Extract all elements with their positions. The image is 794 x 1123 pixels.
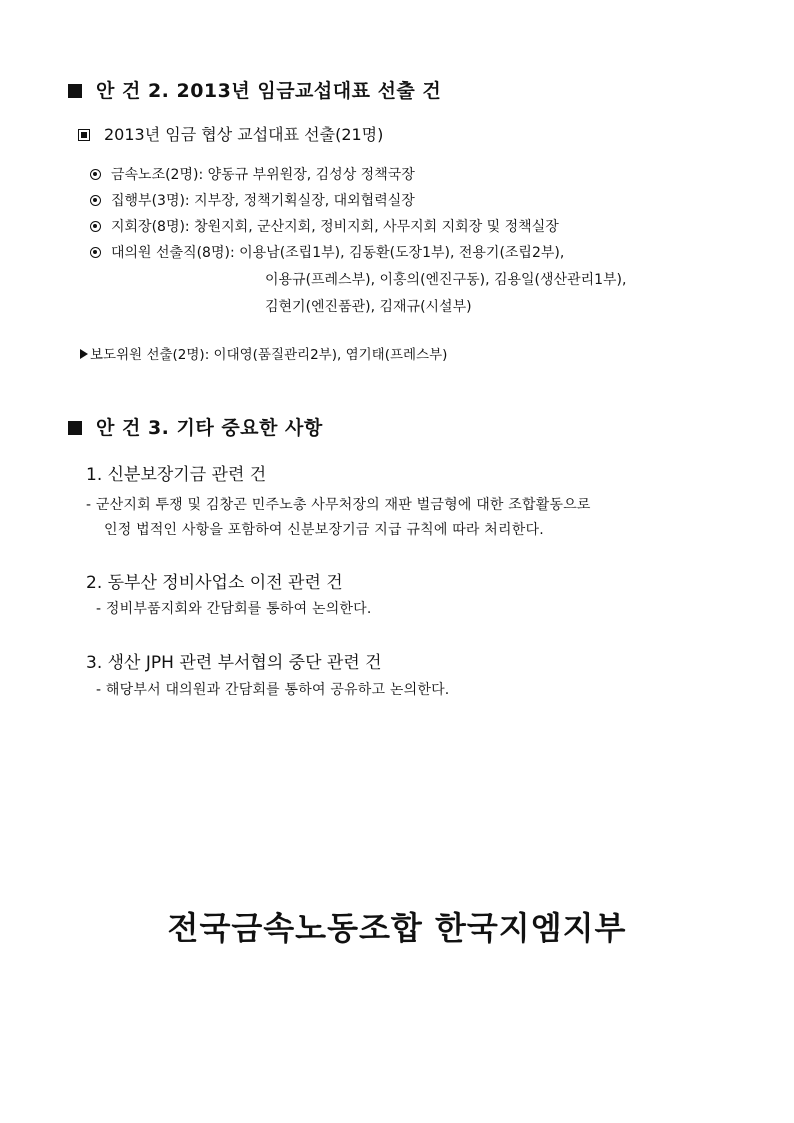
boxed-square-icon <box>78 129 90 141</box>
agenda3-heading-text: 안 건 3. 기타 중요한 사항 <box>96 417 323 439</box>
item-text: 창원지회, 군산지회, 정비지회, 사무지회 지회장 및 정책실장 <box>194 219 559 235</box>
black-square-icon <box>68 421 82 435</box>
agenda2-subheading <box>78 122 383 145</box>
agenda3-heading <box>68 413 323 440</box>
circle-bullet-icon <box>90 169 101 180</box>
circle-bullet-icon <box>90 221 101 232</box>
agenda2-heading <box>68 76 441 103</box>
agenda3-section-line: 인정 법적인 사항을 포함하여 신분보장기금 지급 규칙에 따라 처리한다. <box>104 522 544 538</box>
item-label: 대의원 선출직(8명): <box>111 245 235 261</box>
agenda3-section-line: - 군산지회 투쟁 및 김창곤 민주노총 사무처장의 재판 벌금형에 대한 조합활동으로 <box>86 497 591 513</box>
agenda3-section-line: - 해당부서 대의원과 간담회를 통하여 공유하고 논의한다. <box>96 682 450 698</box>
circle-bullet-icon <box>90 195 101 206</box>
agenda2-note <box>80 343 447 363</box>
item-text: 이용남(조립1부), 김동환(도장1부), 전용기(조립2부), <box>239 245 565 261</box>
triangle-right-icon <box>80 349 88 359</box>
agenda3-section-line: - 정비부품지회와 간담회를 통하여 논의한다. <box>96 601 372 617</box>
circle-bullet-icon <box>90 247 101 258</box>
agenda2-item <box>90 216 559 236</box>
item-label: 금속노조(2명): <box>111 167 204 183</box>
agenda2-continuation-line: 이용규(프레스부), 이홍의(엔진구동), 김용일(생산관리1부), <box>265 272 627 288</box>
agenda3-section-title: 3. 생산 JPH 관련 부서협의 중단 관련 건 <box>86 653 382 673</box>
agenda2-subheading-text: 2013년 임금 협상 교섭대표 선출(21명) <box>104 125 384 144</box>
item-text: 지부장, 정책기획실장, 대외협력실장 <box>194 193 415 209</box>
agenda3-section-title: 1. 신분보장기금 관련 건 <box>86 465 267 485</box>
agenda3-section-title: 2. 동부산 정비사업소 이전 관련 건 <box>86 573 343 593</box>
agenda2-item <box>90 164 415 184</box>
item-text: 양동규 부위원장, 김성상 정책국장 <box>207 167 415 183</box>
agenda2-item <box>90 190 415 210</box>
black-square-icon <box>68 84 82 98</box>
item-label: 지회장(8명): <box>111 219 190 235</box>
agenda2-heading-text: 안 건 2. 2013년 임금교섭대표 선출 건 <box>96 80 442 102</box>
item-label: 집행부(3명): <box>111 193 190 209</box>
agenda2-item <box>90 242 564 262</box>
agenda2-continuation-line: 김현기(엔진품관), 김재규(시설부) <box>265 299 472 315</box>
footer-organization: 전국금속노동조합 한국지엠지부 <box>167 909 627 947</box>
agenda2-note-text: 보도위원 선출(2명): 이대영(품질관리2부), 염기태(프레스부) <box>90 347 448 363</box>
